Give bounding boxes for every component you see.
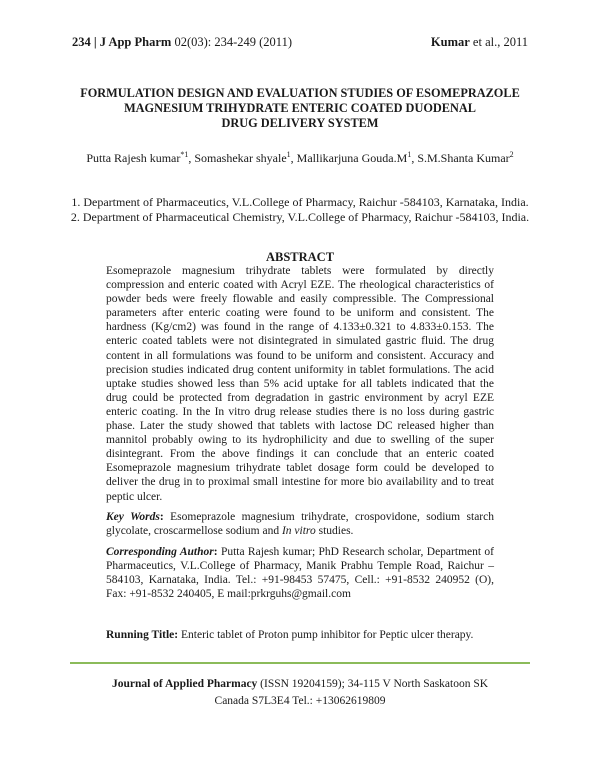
issue-info: 02(03): 234-249 (2011): [174, 35, 293, 49]
corresponding-label: Corresponding Author: [106, 546, 214, 558]
title-line-3: DRUG DELIVERY SYSTEM: [221, 116, 379, 130]
paper-title: [60, 86, 540, 131]
running-title-text: Enteric tablet of Proton pump inhibitor for Peptic ulcer therapy.: [178, 629, 474, 641]
corresponding-author: [106, 545, 494, 601]
abstract-heading: ABSTRACT: [265, 250, 335, 264]
keywords: [106, 510, 494, 538]
title-line-2: MAGNESIUM TRIHYDRATE ENTERIC COATED DUODENAL: [124, 101, 476, 115]
footer-line-1: [70, 676, 530, 693]
running-title: [106, 629, 506, 641]
header-author: Kumar: [430, 35, 470, 49]
keywords-colon: :: [159, 511, 164, 523]
keywords-italic: In vitro: [281, 525, 316, 538]
journal-abbreviation: J App Pharm: [99, 35, 172, 49]
header-author-rest: et al., 2011: [472, 35, 528, 49]
affiliation-1: 1. Department of Pharmaceutics, V.L.College of Pharmacy, Raichur -584103, Karnataka, India.: [71, 195, 529, 209]
author-mark: 1: [407, 150, 412, 159]
author-name: S.M.Shanta Kumar: [417, 151, 510, 165]
author-mark: *1: [180, 150, 189, 159]
header-separator: |: [93, 35, 97, 49]
running-header: [72, 35, 528, 53]
affiliation-2: 2. Department of Pharmaceutical Chemistry, V.L.College of Pharmacy, Raichur -584103, India.: [70, 210, 530, 224]
author-name: Somashekar shyale: [194, 151, 287, 165]
corresponding-text: Putta Rajesh kumar; PhD Research scholar, Department of Pharmaceutics, V.L.College of Pharmacy, Manik Prabhu Temple Road, Raichur – 584103, Karnataka, India. Tel.: +91-98453 57475, Cell.: +91-8532 240952 (O), Fax: +91-8532 240405, E mail:prkrguhs@gmail.com: [106, 546, 494, 601]
abstract-body: Esomeprazole magnesium trihydrate tablets were formulated by directly compression and enteric coated with Acryl EZE. The rheological characteristics of powder beds were freely flowable and easily compressible. The Compressional parameters after enteric coating were found to be uniform and consistent. The hardness (Kg/cm2) was found in the range of 4.133±0.321 to 4.833±0.153. The enteric coated tablets were not disintegrated in simulated gastric fluid. The drug content in all formulations was found to be uniform and consistent. Accuracy and precision studies indicated drug content uniformity in tablet formulations. The acid uptake studies showed less than 5% acid uptake for all tablets indicated that the drug could be protected from degradation in gastric environment by acryl EZE enteric coating. In the In vitro drug release studies there is no loss during gastric phase. Later the study showed that tablets with lactose DC released higher than mannitol probably owing to its hydrophilicity and due to swelling of the super disintegrant. From the above findings it can conclude that an enteric coated Esomeprazole magnesium trihydrate tablet dosage form could be developed to deliver the drug in to proximal small intestine for more bio availability and to treat peptic ulcer.: [106, 265, 494, 503]
corresponding-colon: :: [213, 546, 218, 558]
author-name: Mallikarjuna Gouda.M: [296, 151, 408, 165]
footer-divider: [70, 662, 530, 664]
footer-line-2: Canada S7L3E4 Tel.: +13062619809: [214, 695, 386, 707]
keywords-end: studies.: [315, 525, 354, 538]
header-left: [72, 35, 292, 50]
author-mark: 2: [509, 150, 514, 159]
footer-address: (ISSN 19204159); 34-115 V North Saskatoon SK: [257, 678, 489, 690]
running-title-label: Running Title:: [106, 629, 179, 641]
journal-footer: [70, 676, 530, 710]
page-number: 234: [72, 35, 91, 49]
footer-journal-name: Journal of Applied Pharmacy: [111, 678, 258, 690]
author-name: Putta Rajesh kumar: [86, 151, 181, 165]
header-right: [431, 35, 528, 50]
title-line-1: FORMULATION DESIGN AND EVALUATION STUDIES OF ESOMEPRAZOLE: [80, 86, 520, 100]
keywords-text: Esomeprazole magnesium trihydrate, crospovidone, sodium starch glycolate, croscarmellose sodium and: [106, 511, 494, 538]
author-mark: 1: [286, 150, 291, 159]
keywords-label: Key Words: [106, 511, 160, 523]
author-list: Putta Rajesh kumar$^{*1}$, Somashekar shyale$^1$, Mallikarjuna $Gouda.M^1$, S.M.Shanta Kumar$^2$: [86, 150, 514, 165]
